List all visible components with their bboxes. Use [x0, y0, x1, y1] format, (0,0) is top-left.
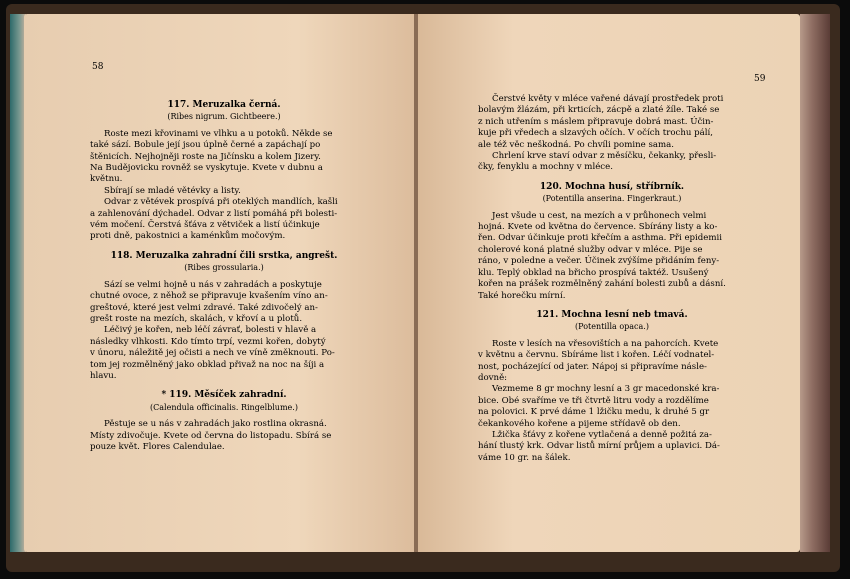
text-line: následky vlhkosti. Kdo tímto trpí, vezmi kořen, dobytý — [90, 336, 326, 347]
text-line: Vezmeme 8 gr mochny lesní a 3 gr macedonské kra- — [492, 384, 720, 395]
paragraph — [478, 211, 746, 302]
entry-heading: 121. Mochna lesní neb tmavá. — [536, 309, 688, 320]
text-line: bolavým žlázám, při krticích, zácpě a zlaté žíle. Také se — [478, 105, 720, 116]
text-line: kuje při vředech a slzavých očích. V očích trochu pálí, — [478, 128, 713, 139]
text-line: také sází. Bobule její jsou úplně černé a zapáchají po — [90, 140, 321, 151]
right-page-number: 59 — [754, 74, 766, 84]
text-line: Sbírají se mladé větévky a listy. — [104, 185, 241, 196]
paragraph — [90, 186, 358, 197]
text-line: čky, fenyklu a mochny v mléce. — [478, 162, 613, 173]
text-line: vém močení. Čerstvá šťáva z větviček a listí účinkuje — [90, 220, 320, 231]
text-line: z nich utřením s máslem připravuje dobrá mast. Účin- — [478, 116, 714, 127]
text-line: čekankového kořene a pijeme střídavě ob den. — [478, 418, 681, 429]
text-line: váme 10 gr. na šálek. — [478, 452, 571, 463]
text-line: na polovici. K prvé dáme 1 lžičku medu, k druhé 5 gr — [478, 407, 710, 418]
text-line: Jest všude u cest, na mezích a v průhonech velmi — [492, 210, 707, 221]
latin-name: (Potentilla opaca.) — [575, 322, 649, 332]
text-line: květnu. — [90, 174, 123, 185]
latin-name: (Potentilla anserina. Fingerkraut.) — [542, 194, 682, 204]
entry-heading: 117. Meruzalka černá. — [167, 100, 281, 110]
text-line: proti dně, pakostnici a kaménkům močovým. — [90, 231, 286, 242]
right-page-text — [478, 94, 746, 464]
text-line: Pěstuje se u nás v zahradách jako rostlina okrasná. — [104, 419, 327, 430]
text-line: grešt roste na mezích, skalách, v křoví a u plotů. — [90, 313, 303, 324]
text-line: pouze květ. Flores Calendulae. — [90, 441, 225, 452]
left-page-number: 58 — [92, 62, 104, 72]
text-line: hojná. Kvete od května do července. Sbírány listy a ko- — [478, 222, 718, 233]
paragraph — [478, 384, 746, 430]
text-line: tom jej rozmělněný jako obklad přivaž na noc na šíji a — [90, 359, 325, 370]
paragraph — [478, 430, 746, 464]
text-line: Roste v lesích na vřesovištích a na pahorcích. Kvete — [492, 338, 719, 349]
text-line: a zahlenování dýchadel. Odvar z listí pomáhá při bolesti- — [90, 208, 338, 219]
text-line: Také horečku mírní. — [478, 290, 566, 301]
right-page-edge — [800, 14, 830, 552]
entry-heading: 120. Mochna husí, stříbrník. — [539, 181, 685, 192]
text-line: v únoru, náležitě jej očisti a nech ve víně změknouti. Po- — [90, 348, 335, 359]
text-line: Lžička šťávy z kořene vytlačená a denně požitá za- — [492, 429, 712, 440]
text-line: hání tlustý krk. Odvar listů mírní průjem a uplavici. Dá- — [478, 441, 720, 452]
text-line: štěnicích. Nejhojněji roste na Jičínsku a kolem Jizery. — [90, 151, 321, 162]
text-line: cholerové koná platné služby odvar v mléce. Pije se — [478, 244, 703, 255]
paragraph — [90, 419, 358, 453]
text-line: hlavu. — [90, 370, 117, 381]
left-page-text — [90, 92, 358, 453]
text-line: Roste mezi křovinami ve vlhku a u potoků. Někde se — [104, 128, 333, 139]
text-line: nost, pocházející od jater. Nápoj si připravíme násle- — [478, 361, 707, 372]
latin-name: (Ribes nigrum. Gichtbeere.) — [167, 112, 281, 122]
text-line: Čerstvé květy v mléce vařené dávají prostředek proti — [492, 94, 724, 104]
text-line: ale též věc neškodná. Po chvíli pomine sama. — [478, 139, 674, 150]
text-line: v květnu a červnu. Sbíráme list i kořen. Léčí vodnatel- — [478, 350, 715, 361]
text-line: klu. Teplý obklad na břicho prospívá taktéž. Usušený — [478, 267, 709, 278]
latin-name: (Ribes grossularia.) — [184, 263, 264, 273]
text-line: Sází se velmi hojně u nás v zahradách a poskytuje — [104, 279, 322, 290]
paragraph — [478, 151, 746, 174]
text-line: kořen na prášek rozmělněný zahání bolesti zubů a dásní. — [478, 279, 726, 290]
text-line: greštové, které jest velmi zdravé. Také zdivočelý an- — [90, 302, 318, 313]
paragraph — [90, 280, 358, 326]
paragraph — [90, 129, 358, 186]
text-line: řen. Odvar účinkuje proti křečím a asthma. Při epidemii — [478, 233, 723, 244]
text-line: ráno, v poledne a večer. Účinek zvýšíme přidáním feny- — [478, 256, 720, 267]
text-line: bice. Obé svaříme ve tři čtvrtě litru vody a rozdělíme — [478, 395, 709, 406]
paragraph — [478, 94, 746, 151]
paragraph — [90, 325, 358, 382]
text-line: Místy zdivočuje. Kvete od června do listopadu. Sbírá se — [90, 430, 332, 441]
text-line: dovně: — [478, 372, 508, 383]
text-line: Odvar z větévek prospívá při oteklých mandlích, kašli — [104, 197, 338, 208]
text-line: Na Budějovicku rovněž se vyskytuje. Kvete v dubnu a — [90, 163, 323, 174]
latin-name: (Calendula officinalis. Ringelblume.) — [150, 402, 298, 412]
text-line: chutné ovoce, z něhož se připravuje kvašením víno an- — [90, 291, 328, 302]
entry-heading: * 119. Měsíček zahradní. — [161, 390, 287, 401]
paragraph — [90, 197, 358, 243]
text-line: Chrlení krve staví odvar z měsíčku, čekanky, přesli- — [492, 151, 717, 162]
paragraph — [478, 339, 746, 385]
entry-heading: 118. Meruzalka zahradní čili srstka, angrešt. — [110, 250, 338, 261]
text-line: Léčivý je kořen, neb léčí závrať, bolesti v hlavě a — [104, 325, 317, 336]
